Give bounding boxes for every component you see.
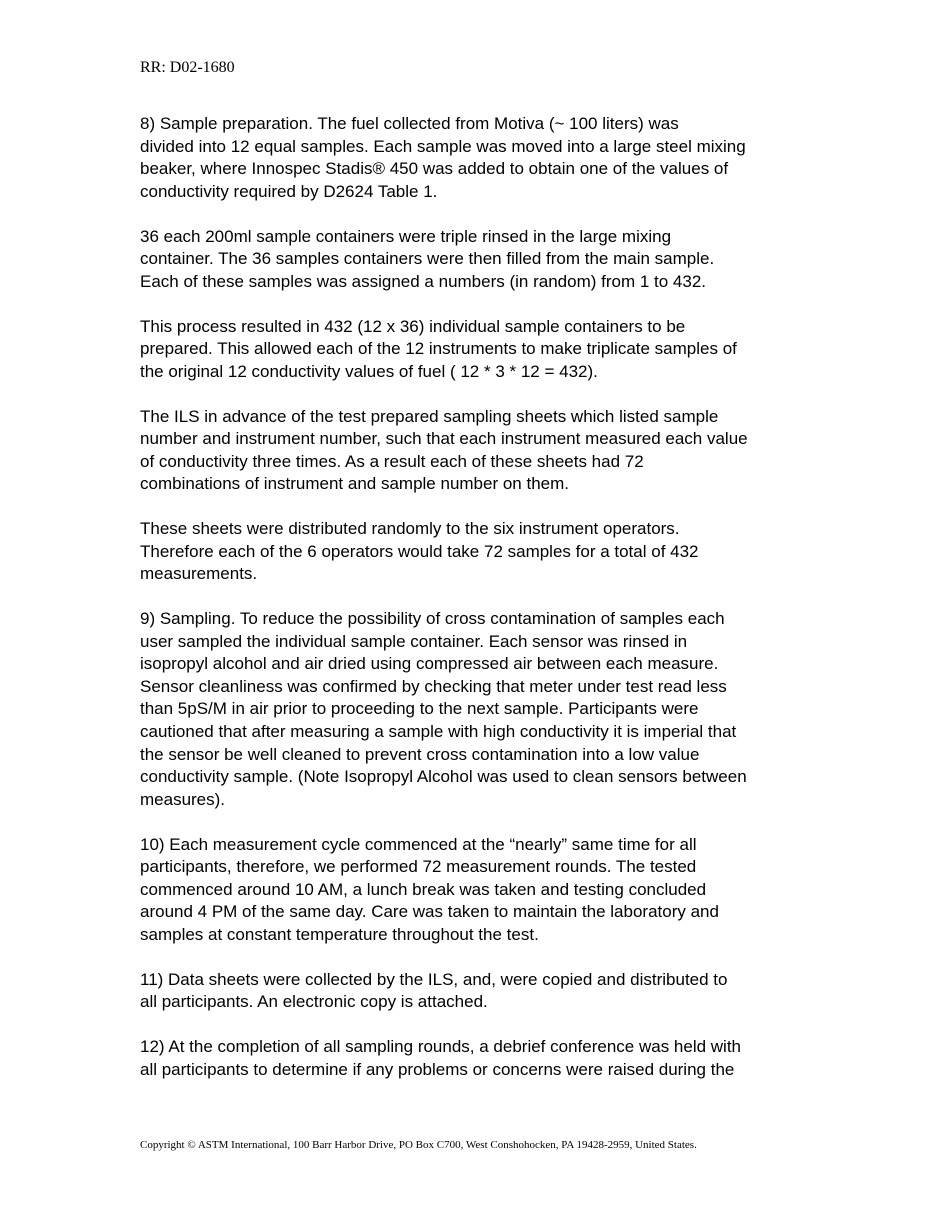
paragraph-data-sheets: [140, 969, 820, 1014]
text-line: 10) Each measurement cycle commenced at the “nearly” same time for all: [140, 834, 697, 854]
copyright-footer: Copyright © ASTM International, 100 Barr Harbor Drive, PO Box C700, West Conshohocken, PA 19428-2959, United States.: [140, 1139, 697, 1151]
text-line: user sampled the individual sample container. Each sensor was rinsed in: [140, 631, 688, 651]
text-line: measures).: [140, 789, 226, 809]
text-line: participants, therefore, we performed 72 measurement rounds. The tested: [140, 857, 697, 877]
text-line: of conductivity three times. As a result each of these sheets had 72: [140, 451, 644, 471]
text-line: around 4 PM of the same day. Care was taken to maintain the laboratory and: [140, 902, 719, 922]
document-body: [140, 113, 820, 1103]
paragraph-sampling: [140, 608, 820, 811]
text-line: 9) Sampling. To reduce the possibility of cross contamination of samples each: [140, 609, 725, 629]
text-line: the original 12 conductivity values of fuel ( 12 * 3 * 12 = 432).: [140, 361, 598, 381]
text-line: combinations of instrument and sample number on them.: [140, 474, 570, 494]
text-line: number and instrument number, such that each instrument measured each value: [140, 429, 748, 449]
paragraph-containers: [140, 226, 820, 294]
text-line: Therefore each of the 6 operators would take 72 samples for a total of 432: [140, 541, 699, 561]
paragraph-measurement-cycle: [140, 834, 820, 947]
paragraph-process: [140, 316, 820, 384]
text-line: This process resulted in 432 (12 x 36) individual sample containers to be: [140, 316, 686, 336]
text-line: These sheets were distributed randomly to the six instrument operators.: [140, 519, 680, 539]
text-line: 11) Data sheets were collected by the ILS, and, were copied and distributed to: [140, 969, 728, 989]
text-line: The ILS in advance of the test prepared sampling sheets which listed sample: [140, 406, 719, 426]
text-line: beaker, where Innospec Stadis® 450 was added to obtain one of the values of: [140, 159, 729, 179]
paragraph-debrief: [140, 1036, 820, 1081]
text-line: all participants. An electronic copy is attached.: [140, 992, 488, 1012]
text-line: divided into 12 equal samples. Each sample was moved into a large steel mixing: [140, 136, 746, 156]
paragraph-distribution: [140, 518, 820, 586]
text-line: measurements.: [140, 564, 258, 584]
text-line: the sensor be well cleaned to prevent cross contamination into a low value: [140, 744, 700, 764]
text-line: 8) Sample preparation. The fuel collected from Motiva (~ 100 liters) was: [140, 114, 679, 133]
text-line: conductivity sample. (Note Isopropyl Alcohol was used to clean sensors between: [140, 767, 747, 787]
text-line: Each of these samples was assigned a numbers (in random) from 1 to 432.: [140, 271, 707, 291]
text-line: isopropyl alcohol and air dried using compressed air between each measure.: [140, 654, 719, 674]
paragraph-sample-preparation: [140, 113, 820, 203]
paragraph-sampling-sheets: [140, 406, 820, 496]
text-line: samples at constant temperature throughout the test.: [140, 924, 539, 944]
text-line: than 5pS/M in air prior to proceeding to the next sample. Participants were: [140, 699, 699, 719]
text-line: commenced around 10 AM, a lunch break was taken and testing concluded: [140, 879, 707, 899]
text-line: Sensor cleanliness was confirmed by checking that meter under test read less: [140, 676, 727, 696]
text-line: 36 each 200ml sample containers were triple rinsed in the large mixing: [140, 226, 672, 246]
text-line: conductivity required by D2624 Table 1.: [140, 181, 438, 201]
report-id-header: RR: D02-1680: [140, 59, 235, 76]
text-line: cautioned that after measuring a sample with high conductivity it is imperial that: [140, 722, 737, 741]
text-line: all participants to determine if any problems or concerns were raised during the: [140, 1059, 735, 1079]
text-line: container. The 36 samples containers were then filled from the main sample.: [140, 249, 715, 269]
text-line: prepared. This allowed each of the 12 instruments to make triplicate samples of: [140, 339, 737, 359]
text-line: 12) At the completion of all sampling rounds, a debrief conference was held with: [140, 1037, 742, 1057]
